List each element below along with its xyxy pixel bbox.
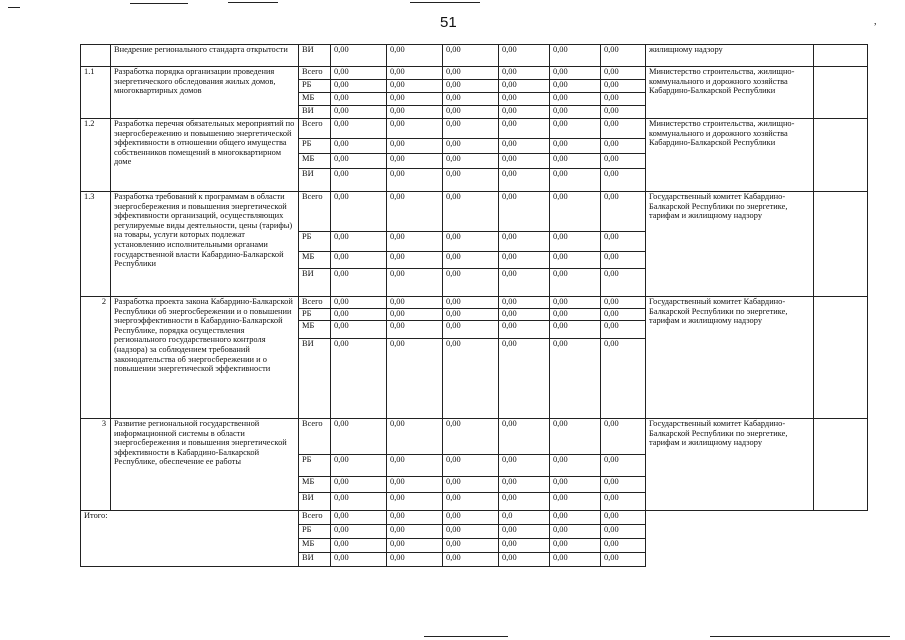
scan-line <box>410 2 480 3</box>
amount-cell: 0,00 <box>443 139 499 154</box>
funding-source: РБ <box>299 80 331 93</box>
item-name: Разработка требований к программам в области энергосбережения и повышения энергетической эффективности организаций, осуществляющих регулируемые виды деятельности, цены (тарифы) на товары, услуги которых подлежат установлению исполнительными органами государственной власти Кабардино-Балкарской Республики <box>111 192 299 297</box>
item-name: Разработка перечня обязательных мероприятий по энергосбережению и повышению энергетической эффективности в отношении общего имущества собственников помещений в многоквартирном доме <box>111 119 299 192</box>
amount-cell: 0,00 <box>601 93 646 106</box>
amount-cell: 0,00 <box>550 67 601 80</box>
amount-cell: 0,00 <box>550 419 601 455</box>
amount-cell: 0,00 <box>443 252 499 269</box>
table-row <box>81 419 868 455</box>
amount-cell: 0,00 <box>387 139 443 154</box>
amount-cell: 0,00 <box>550 309 601 321</box>
amount-cell: 0,00 <box>387 232 443 252</box>
amount-cell: 0,00 <box>387 169 443 192</box>
table-row <box>81 511 868 525</box>
amount-cell: 0,00 <box>550 321 601 339</box>
item-number: 1.3 <box>81 192 111 297</box>
amount-cell: 0,00 <box>443 154 499 169</box>
amount-cell: 0,00 <box>331 539 387 553</box>
amount-cell: 0,00 <box>331 139 387 154</box>
table-row <box>81 119 868 139</box>
amount-cell: 0,00 <box>443 455 499 477</box>
amount-cell: 0,00 <box>331 169 387 192</box>
amount-cell: 0,00 <box>387 419 443 455</box>
amount-cell: 0,00 <box>550 525 601 539</box>
amount-cell: 0,00 <box>499 477 550 493</box>
responsible-executor: Министерство строительства, жилищно-коммунального и дорожного хозяйства Кабардино-Балкарской Республики <box>646 119 814 192</box>
amount-cell: 0,00 <box>499 169 550 192</box>
amount-cell: 0,00 <box>387 493 443 511</box>
amount-cell: 0,00 <box>601 119 646 139</box>
amount-cell: 0,00 <box>331 321 387 339</box>
table-row <box>81 67 868 80</box>
amount-cell: 0,00 <box>499 539 550 553</box>
amount-cell: 0,00 <box>601 525 646 539</box>
amount-cell: 0,00 <box>601 154 646 169</box>
amount-cell: 0,00 <box>387 477 443 493</box>
scan-line <box>130 3 188 4</box>
amount-cell: 0,00 <box>601 45 646 67</box>
item-number <box>81 45 111 67</box>
amount-cell: 0,00 <box>499 106 550 119</box>
amount-cell: 0,00 <box>499 93 550 106</box>
amount-cell: 0,00 <box>331 297 387 309</box>
amount-cell: 0,00 <box>601 269 646 297</box>
amount-cell: 0,00 <box>550 232 601 252</box>
amount-cell: 0,00 <box>331 477 387 493</box>
amount-cell: 0,00 <box>499 525 550 539</box>
amount-cell: 0,00 <box>331 93 387 106</box>
amount-cell: 0,00 <box>550 252 601 269</box>
amount-cell: 0,00 <box>601 339 646 419</box>
amount-cell: 0,00 <box>331 232 387 252</box>
funding-source: МБ <box>299 252 331 269</box>
amount-cell: 0,00 <box>499 45 550 67</box>
amount-cell: 0,00 <box>550 192 601 232</box>
amount-cell: 0,00 <box>550 477 601 493</box>
funding-source: РБ <box>299 139 331 154</box>
amount-cell: 0,00 <box>331 309 387 321</box>
amount-cell: 0,00 <box>387 106 443 119</box>
table-row <box>81 192 868 232</box>
amount-cell: 0,00 <box>331 339 387 419</box>
responsible-executor: Министерство строительства, жилищно-коммунального и дорожного хозяйства Кабардино-Балкарской Республики <box>646 67 814 119</box>
scan-line <box>424 636 508 637</box>
amount-cell: 0,00 <box>499 192 550 232</box>
amount-cell: 0,00 <box>331 493 387 511</box>
amount-cell: 0,00 <box>387 67 443 80</box>
funding-source: Всего <box>299 511 331 525</box>
amount-cell: 0,00 <box>331 525 387 539</box>
amount-cell: 0,00 <box>387 511 443 525</box>
amount-cell: 0,00 <box>443 309 499 321</box>
budget-table <box>80 44 868 567</box>
amount-cell: 0,00 <box>601 321 646 339</box>
amount-cell: 0,00 <box>601 553 646 567</box>
amount-cell: 0,00 <box>601 192 646 232</box>
amount-cell: 0,00 <box>499 553 550 567</box>
funding-source: ВИ <box>299 269 331 297</box>
amount-cell: 0,00 <box>550 106 601 119</box>
item-number: 1.1 <box>81 67 111 119</box>
amount-cell: 0,00 <box>387 252 443 269</box>
amount-cell: 0,00 <box>331 269 387 297</box>
amount-cell: 0,00 <box>550 45 601 67</box>
item-name: Разработка порядка организации проведения энергетического обследования жилых домов, многоквартирных домов <box>111 67 299 119</box>
item-number: 3 <box>81 419 111 511</box>
amount-cell: 0,00 <box>499 119 550 139</box>
page-number: 51 <box>440 14 457 31</box>
item-number: 1.2 <box>81 119 111 192</box>
funding-source: ВИ <box>299 553 331 567</box>
amount-cell: 0,00 <box>387 192 443 232</box>
amount-cell: 0,00 <box>499 232 550 252</box>
amount-cell: 0,00 <box>601 80 646 93</box>
amount-cell: 0,00 <box>499 419 550 455</box>
funding-source: МБ <box>299 321 331 339</box>
funding-source: ВИ <box>299 106 331 119</box>
amount-cell: 0,00 <box>601 493 646 511</box>
amount-cell: 0,00 <box>331 252 387 269</box>
amount-cell: 0,00 <box>387 553 443 567</box>
amount-cell: 0,00 <box>499 139 550 154</box>
amount-cell: 0,00 <box>387 119 443 139</box>
amount-cell: 0,00 <box>550 154 601 169</box>
amount-cell: 0,0 <box>499 511 550 525</box>
amount-cell: 0,00 <box>499 252 550 269</box>
amount-cell: 0,00 <box>550 80 601 93</box>
scan-line <box>8 7 20 8</box>
amount-cell: 0,00 <box>443 232 499 252</box>
amount-cell: 0,00 <box>601 67 646 80</box>
amount-cell: 0,00 <box>443 169 499 192</box>
amount-cell: 0,00 <box>601 511 646 525</box>
funding-source: ВИ <box>299 169 331 192</box>
amount-cell: 0,00 <box>601 139 646 154</box>
amount-cell: 0,00 <box>331 106 387 119</box>
amount-cell: 0,00 <box>331 45 387 67</box>
amount-cell: 0,00 <box>499 455 550 477</box>
amount-cell: 0,00 <box>550 511 601 525</box>
funding-source: Всего <box>299 192 331 232</box>
amount-cell: 0,00 <box>443 553 499 567</box>
item-name: Внедрение регионального стандарта открытости <box>111 45 299 67</box>
item-name: Развитие региональной государственной информационной системы в области энергосбережения и повышения энергетической эффективности в Кабардино-Балкарской Республике, обеспечение ее работы <box>111 419 299 511</box>
amount-cell: 0,00 <box>550 119 601 139</box>
amount-cell: 0,00 <box>443 106 499 119</box>
empty-cell <box>814 119 868 192</box>
amount-cell: 0,00 <box>443 339 499 419</box>
amount-cell: 0,00 <box>499 297 550 309</box>
table-row <box>81 297 868 309</box>
empty-cell <box>814 192 868 297</box>
amount-cell: 0,00 <box>443 419 499 455</box>
funding-source: РБ <box>299 455 331 477</box>
funding-source: МБ <box>299 477 331 493</box>
amount-cell: 0,00 <box>443 321 499 339</box>
amount-cell: 0,00 <box>443 192 499 232</box>
amount-cell: 0,00 <box>443 525 499 539</box>
amount-cell: 0,00 <box>550 339 601 419</box>
amount-cell: 0,00 <box>601 455 646 477</box>
amount-cell: 0,00 <box>550 93 601 106</box>
amount-cell: 0,00 <box>550 269 601 297</box>
amount-cell: 0,00 <box>443 119 499 139</box>
responsible-executor: Государственный комитет Кабардино-Балкарской Республики по энергетике, тарифам и жилищному надзору <box>646 297 814 419</box>
funding-source: Всего <box>299 119 331 139</box>
amount-cell: 0,00 <box>601 169 646 192</box>
amount-cell: 0,00 <box>443 45 499 67</box>
funding-source: МБ <box>299 154 331 169</box>
amount-cell: 0,00 <box>387 339 443 419</box>
amount-cell: 0,00 <box>387 539 443 553</box>
amount-cell: 0,00 <box>550 169 601 192</box>
scan-mark: , <box>874 16 877 27</box>
funding-source: МБ <box>299 93 331 106</box>
amount-cell: 0,00 <box>601 232 646 252</box>
empty-cell <box>814 45 868 67</box>
amount-cell: 0,00 <box>601 419 646 455</box>
responsible-executor: Государственный комитет Кабардино-Балкарской Республики по энергетике, тарифам и жилищному надзору <box>646 419 814 511</box>
funding-source: МБ <box>299 539 331 553</box>
amount-cell: 0,00 <box>550 455 601 477</box>
empty-cell <box>814 297 868 419</box>
amount-cell: 0,00 <box>387 321 443 339</box>
amount-cell: 0,00 <box>443 477 499 493</box>
item-name: Разработка проекта закона Кабардино-Балкарской Республики об энергосбережении и о повышении энергоэффективности в Кабардино-Балкарской Республике, порядка осуществления регионального государственного контроля (надзора) за соблюдением требований законодательства об энергосбережении и о повышении энергетической эффективности <box>111 297 299 419</box>
scan-line <box>228 2 278 3</box>
amount-cell: 0,00 <box>550 539 601 553</box>
amount-cell: 0,00 <box>499 80 550 93</box>
amount-cell: 0,00 <box>331 119 387 139</box>
amount-cell: 0,00 <box>601 252 646 269</box>
funding-source: РБ <box>299 232 331 252</box>
amount-cell: 0,00 <box>443 539 499 553</box>
amount-cell: 0,00 <box>601 539 646 553</box>
funding-source: Всего <box>299 297 331 309</box>
amount-cell: 0,00 <box>387 154 443 169</box>
amount-cell: 0,00 <box>499 321 550 339</box>
amount-cell: 0,00 <box>387 309 443 321</box>
amount-cell: 0,00 <box>387 93 443 106</box>
empty-cell <box>814 67 868 119</box>
funding-source: Всего <box>299 67 331 80</box>
amount-cell: 0,00 <box>331 511 387 525</box>
amount-cell: 0,00 <box>499 154 550 169</box>
amount-cell: 0,00 <box>499 269 550 297</box>
funding-source: РБ <box>299 525 331 539</box>
amount-cell: 0,00 <box>331 154 387 169</box>
amount-cell: 0,00 <box>443 297 499 309</box>
scan-line <box>710 636 890 637</box>
funding-source: ВИ <box>299 339 331 419</box>
amount-cell: 0,00 <box>331 192 387 232</box>
amount-cell: 0,00 <box>387 525 443 539</box>
responsible-executor: жилищному надзору <box>646 45 814 67</box>
amount-cell: 0,00 <box>387 455 443 477</box>
amount-cell: 0,00 <box>331 455 387 477</box>
amount-cell: 0,00 <box>550 139 601 154</box>
amount-cell: 0,00 <box>387 45 443 67</box>
amount-cell: 0,00 <box>387 297 443 309</box>
funding-source: ВИ <box>299 45 331 67</box>
amount-cell: 0,00 <box>550 553 601 567</box>
empty-cell <box>646 511 868 567</box>
responsible-executor: Государственный комитет Кабардино-Балкарской Республики по энергетике, тарифам и жилищному надзору <box>646 192 814 297</box>
amount-cell: 0,00 <box>601 309 646 321</box>
empty-cell <box>814 419 868 511</box>
amount-cell: 0,00 <box>499 339 550 419</box>
amount-cell: 0,00 <box>443 493 499 511</box>
amount-cell: 0,00 <box>601 477 646 493</box>
funding-source: ВИ <box>299 493 331 511</box>
amount-cell: 0,00 <box>331 553 387 567</box>
amount-cell: 0,00 <box>443 67 499 80</box>
amount-cell: 0,00 <box>550 297 601 309</box>
funding-source: РБ <box>299 309 331 321</box>
amount-cell: 0,00 <box>387 80 443 93</box>
amount-cell: 0,00 <box>499 493 550 511</box>
amount-cell: 0,00 <box>443 269 499 297</box>
amount-cell: 0,00 <box>331 80 387 93</box>
total-label: Итого: <box>81 511 299 567</box>
funding-source: Всего <box>299 419 331 455</box>
amount-cell: 0,00 <box>499 309 550 321</box>
item-number: 2 <box>81 297 111 419</box>
amount-cell: 0,00 <box>443 93 499 106</box>
table-row <box>81 45 868 67</box>
amount-cell: 0,00 <box>443 80 499 93</box>
amount-cell: 0,00 <box>331 67 387 80</box>
amount-cell: 0,00 <box>387 269 443 297</box>
amount-cell: 0,00 <box>550 493 601 511</box>
amount-cell: 0,00 <box>443 511 499 525</box>
amount-cell: 0,00 <box>331 419 387 455</box>
amount-cell: 0,00 <box>601 106 646 119</box>
amount-cell: 0,00 <box>601 297 646 309</box>
amount-cell: 0,00 <box>499 67 550 80</box>
